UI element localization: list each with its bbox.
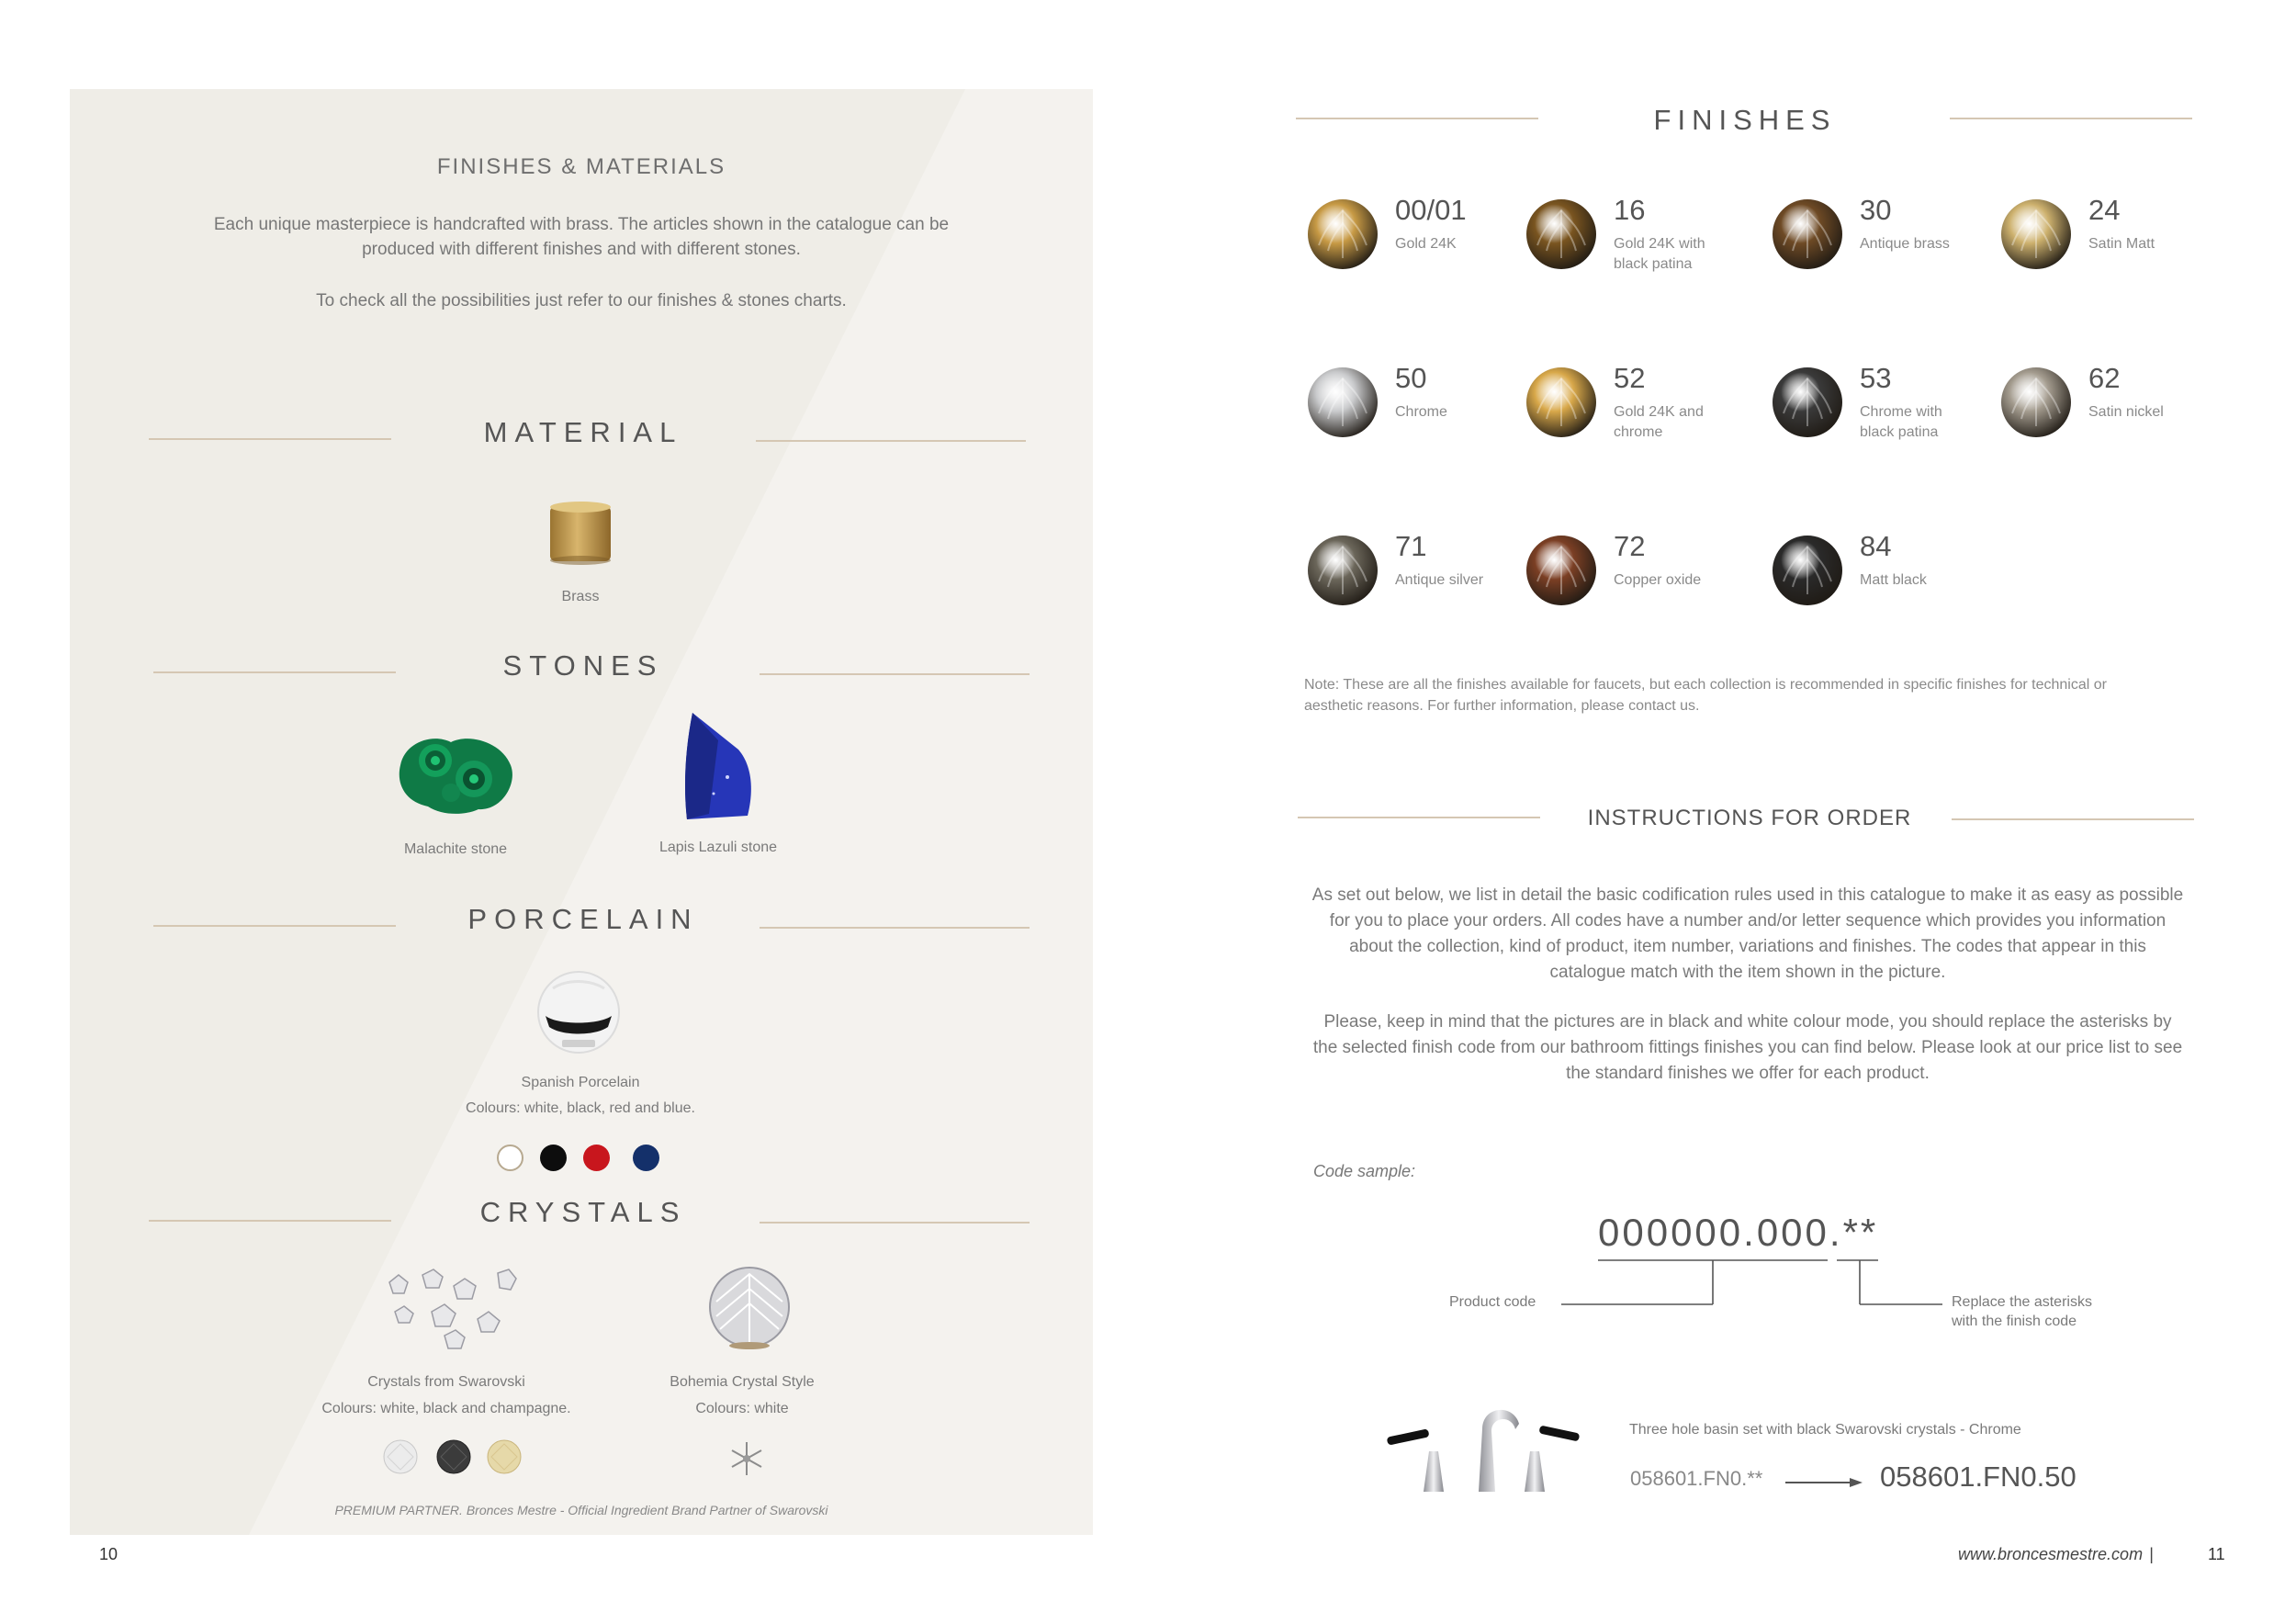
satin-matt-swatch-icon [1999, 197, 2073, 271]
finish-code: 72 [1614, 530, 1646, 562]
arrow-right-icon [1785, 1475, 1863, 1490]
snowflake-crystal-icon [728, 1440, 765, 1477]
finish-name: Copper oxide [1614, 572, 1702, 588]
malachite-label: Malachite stone [403, 841, 508, 857]
intro-line-3: To check all the possibilities just refer to our finishes & stones charts. [316, 291, 847, 310]
bohemia-label-1: Bohemia Crystal Style [670, 1374, 815, 1390]
finish-name: Satin Matt [2088, 236, 2155, 252]
crystals-heading: CRYSTALS [479, 1196, 687, 1228]
stones-heading: STONES [502, 649, 664, 682]
paragraph-2-line: the standard finishes we offer for each product. [1566, 1064, 1930, 1083]
copper-oxide-swatch-icon [1525, 534, 1598, 607]
finish-name: Gold 24K and [1614, 404, 1704, 420]
chrome-swatch-icon [1306, 366, 1379, 439]
porcelain-colour-dot [583, 1145, 610, 1171]
finish-name-line-2: chrome [1614, 424, 1663, 440]
example-code: 058601.FN0.** [1630, 1467, 1763, 1490]
finish-name-line-2: black patina [1614, 256, 1693, 272]
example-final-code: 058601.FN0.50 [1880, 1460, 2077, 1493]
instructions-paragraph-1 [1277, 883, 2219, 986]
bohemia-label-2: Colours: white [695, 1401, 789, 1416]
finishes-heading: FINISHES [1653, 104, 1837, 136]
instructions-rule-right [1952, 818, 2194, 820]
lapis-lazuli-stone-icon [681, 713, 759, 821]
paragraph-2-line: the selected finish code from our bathroom fittings finishes you can find below. Please look at our price list to see [1312, 1038, 2183, 1057]
finish-code: 00/01 [1395, 194, 1467, 226]
finish-code: 52 [1614, 362, 1646, 394]
porcelain-label-1: Spanish Porcelain [521, 1075, 640, 1090]
crystals-rule-left [149, 1220, 391, 1222]
replace-label-line-2: with the finish code [1952, 1314, 2077, 1329]
code-sample-value: 000000.000.** [1598, 1211, 1879, 1254]
paragraph-2-line: Please, keep in mind that the pictures are in black and white colour mode, you should replace the asterisks by [1323, 1012, 2172, 1032]
finish-name: Matt black [1860, 572, 1927, 588]
stones-rule-right [760, 673, 1030, 675]
finish-code: 71 [1395, 530, 1427, 562]
replace-label-line-1: Replace the asterisks [1952, 1294, 2092, 1310]
finish-name: Satin nickel [2088, 404, 2164, 420]
example-caption: Three hole basin set with black Swarovski crystals - Chrome [1629, 1422, 2021, 1438]
porcelain-colour-dot [540, 1145, 567, 1171]
website-url: www.broncesmestre.com [1958, 1545, 2144, 1563]
stones-rule-left [153, 671, 396, 673]
partner-note: PREMIUM PARTNER. Bronces Mestre - Official Ingredient Brand Partner of Swarovski [334, 1503, 828, 1517]
paragraph-1-line: As set out below, we list in detail the basic codification rules used in this catalogue to make it as easy as possible [1311, 885, 2184, 905]
finish-name: Antique silver [1395, 572, 1484, 588]
porcelain-label-2: Colours: white, black, red and blue. [466, 1100, 695, 1116]
page-number-right: 11 [2208, 1545, 2225, 1563]
champagne-crystal-icon [486, 1438, 523, 1475]
brass-label: Brass [561, 589, 600, 604]
finish-name: Chrome [1395, 404, 1447, 420]
porcelain-rule-left [153, 925, 396, 927]
product-code-label: Product code [1449, 1294, 1536, 1310]
finish-name: Gold 24K with [1614, 236, 1705, 252]
paragraph-1-line: catalogue match with the item shown in the picture. [1549, 963, 1946, 982]
finish-name-line-2: black patina [1860, 424, 1939, 440]
material-rule-left [149, 438, 391, 440]
bohemia-crystal-knob-icon [707, 1265, 792, 1349]
replace-connector-line [1860, 1303, 1942, 1306]
brass-sample-icon [545, 495, 618, 569]
porcelain-rule-right [760, 927, 1030, 929]
page-title: FINISHES & MATERIALS [436, 154, 726, 179]
paragraph-1-line: about the collection, kind of product, item number, variations and finishes. The codes that appear in this [1349, 937, 2146, 956]
code-sample-label: Code sample: [1313, 1162, 1416, 1180]
finish-code: 84 [1860, 530, 1892, 562]
swarovski-crystals-icon [377, 1266, 523, 1350]
finish-name: Chrome with [1860, 404, 1942, 420]
finishes-rule-right [1950, 118, 2192, 119]
satin-nickel-swatch-icon [1999, 366, 2073, 439]
matt-black-swatch-icon [1771, 534, 1844, 607]
swarovski-label-2: Colours: white, black and champagne. [321, 1401, 571, 1416]
material-heading: MATERIAL [483, 416, 683, 448]
instructions-heading: INSTRUCTIONS FOR ORDER [1587, 806, 1912, 830]
material-rule-right [756, 440, 1026, 442]
finish-code: 53 [1860, 362, 1892, 394]
gold-chrome-swatch-icon [1525, 366, 1598, 439]
finish-name: Antique brass [1860, 236, 1950, 252]
finish-code: 30 [1860, 194, 1892, 226]
basin-set-faucet-icon [1378, 1396, 1591, 1497]
gold-black-patina-swatch-icon [1525, 197, 1598, 271]
finishes-note-line-1: Note: These are all the finishes available for faucets, but each collection is recommended in specific finishes for technical or [1304, 677, 2107, 693]
swarovski-label-1: Crystals from Swarovski [367, 1374, 525, 1390]
finish-code: 62 [2088, 362, 2121, 394]
paragraph-1-line: for you to place your orders. All codes have a number and/or letter sequence which provides you information [1329, 911, 2167, 930]
intro-line-2: produced with different finishes and with different stones. [362, 240, 801, 259]
white-crystal-icon [382, 1438, 419, 1475]
finishes-note-line-2: aesthetic reasons. For further information, please contact us. [1304, 698, 1700, 714]
antique-silver-swatch-icon [1306, 534, 1379, 607]
malachite-stone-icon [391, 728, 520, 820]
finish-name: Gold 24K [1395, 236, 1457, 252]
porcelain-colour-dot [633, 1145, 659, 1171]
antique-brass-swatch-icon [1771, 197, 1844, 271]
url-separator: | [2149, 1545, 2154, 1563]
black-crystal-icon [435, 1438, 472, 1475]
lapis-lazuli-label: Lapis Lazuli stone [658, 840, 778, 855]
code-sample-connector-lines [1561, 1258, 1892, 1306]
finish-code: 16 [1614, 194, 1646, 226]
finish-code: 50 [1395, 362, 1427, 394]
crystals-rule-right [760, 1222, 1030, 1224]
porcelain-colour-dot [497, 1145, 523, 1171]
instructions-rule-left [1298, 817, 1540, 818]
finish-code: 24 [2088, 194, 2121, 226]
page-number-left: 10 [99, 1545, 118, 1563]
intro-line-1: Each unique masterpiece is handcrafted with brass. The articles shown in the catalogue can be [213, 215, 950, 234]
finishes-rule-left [1296, 118, 1538, 119]
chrome-black-patina-swatch-icon [1771, 366, 1844, 439]
gold-finish-swatch-icon [1306, 197, 1379, 271]
porcelain-knob-icon [535, 970, 623, 1058]
instructions-paragraph-2 [1277, 1009, 2219, 1087]
porcelain-heading: PORCELAIN [467, 903, 699, 935]
